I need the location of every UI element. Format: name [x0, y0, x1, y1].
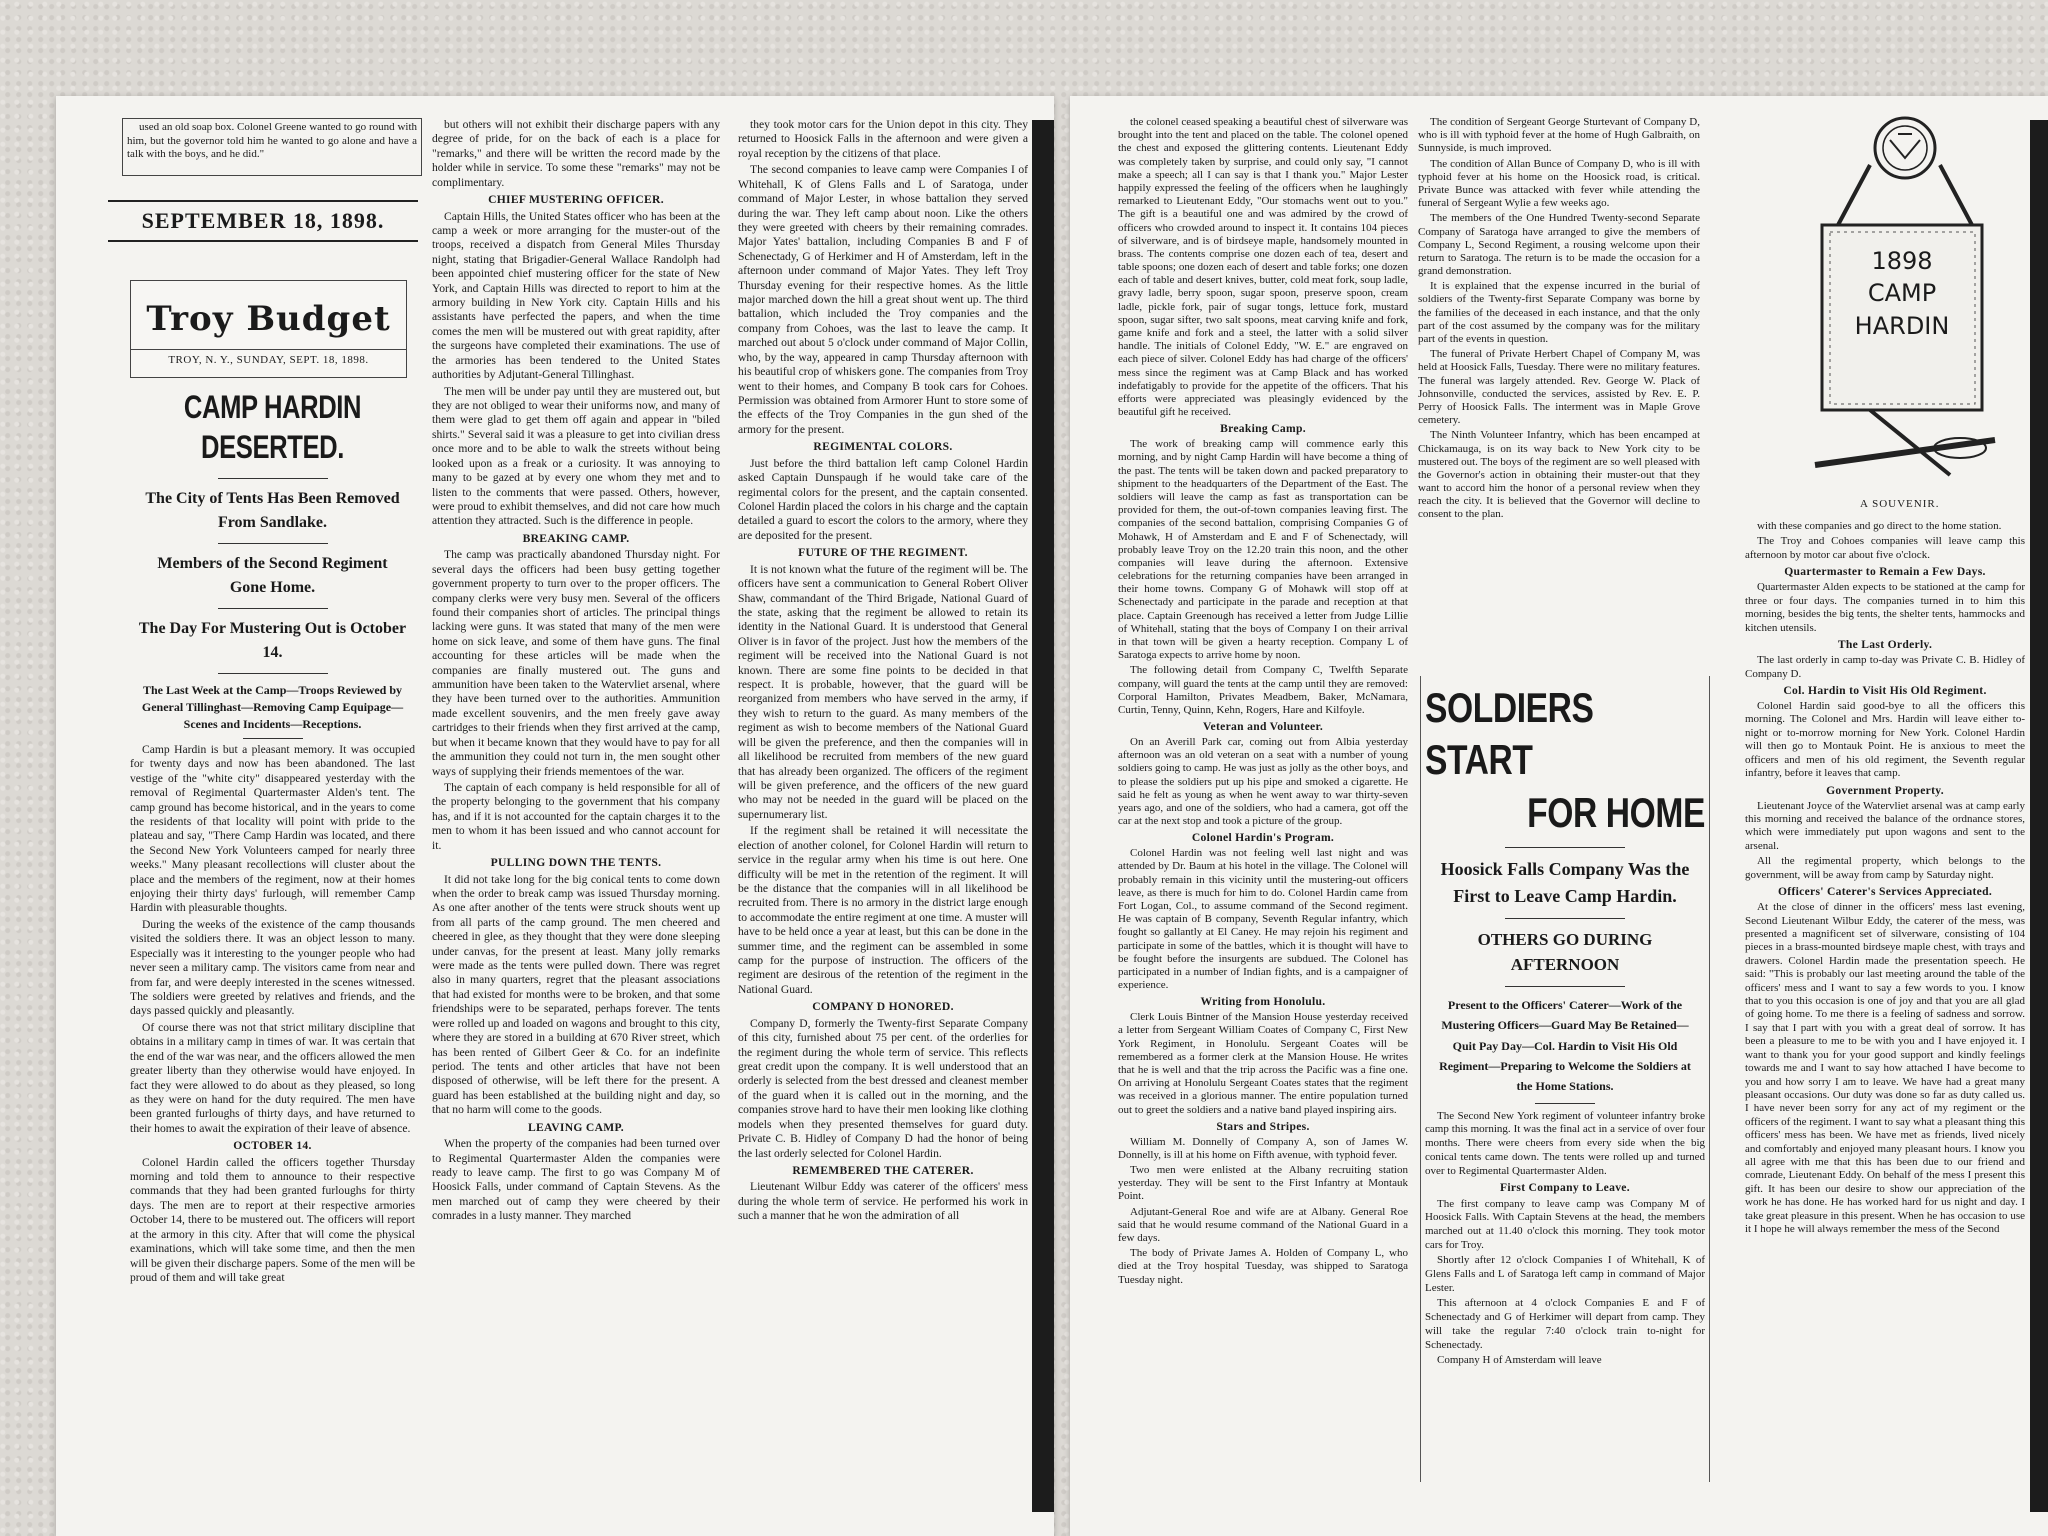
- article-paragraph: Quartermaster Alden expects to be stationed at the camp for three or four days. The companies turned in to him this morning, besides the big tents, the shelter tents, hammocks and kitchen utensils.: [1745, 581, 2025, 634]
- deck-others-go: OTHERS GO DURING AFTERNOON: [1477, 929, 1653, 975]
- article-paragraph: Shortly after 12 o'clock Companies I of Whitehall, K of Glens Falls and L of Saratoga left camp in command of Major Lester.: [1425, 1254, 1705, 1294]
- subhead-caterers-services: Officers' Caterer's Services Appreciated.: [1777, 885, 1993, 899]
- article-paragraph: but others will not exhibit their discharge papers with any degree of pride, for on the back of each is a place for "remarks," and there will be written the record made by the holder while in service. To some these "remarks" may not be complimentary.: [432, 118, 720, 189]
- rule: [243, 738, 303, 739]
- rule: [218, 543, 328, 544]
- souvenir-camp: CAMP: [1867, 279, 1937, 308]
- article-paragraph: Captain Hills, the United States officer who has been at the camp a week or more arranging for the muster-out of the troops, received a dispatch from General Miles Thursday night, stating that Brigadier-General Wallace Randolph had been appointed chief mustering officer for the state of New York, and Captain Hills was directed to report to him at the armory building in New York city. Captain Hills and his assistants have perfected the papers, and when the time comes the men will be mustered out with great rapidity, after the surgeons have completed their examinations. The use of the armories has been tendered to the United States authorities by Adjutant-General Tillinghast.: [432, 209, 720, 382]
- subhead-leaving-camp: LEAVING CAMP.: [527, 1120, 625, 1134]
- article-paragraph: Company H of Amsterdam will leave: [1437, 1354, 1602, 1367]
- article-paragraph: The first company to leave camp was Company M of Hoosick Falls. With Captain Stevens at the head, the members marched out at 11.40 o'clock this morning. They took motor cars for Troy.: [1425, 1197, 1705, 1251]
- article-paragraph: Lieutenant Wilbur Eddy was caterer of the officers' mess during the whole term of service. He performed his work in such a manner that he won the admiration of all: [738, 1180, 1028, 1223]
- article-paragraph: The following detail from Company C, Twelfth Separate company, will guard the tents at the camp until they are removed: Corporal Hamilton, Privates Meadbem, Baker, McNamara, Curtin, Tenny, Quinn, Kehn, Rogers, Hare and Kilfoyle.: [1118, 664, 1408, 716]
- article-paragraph: During the weeks of the existence of the camp thousands visited the soldiers there. It was an object lesson to many. Especially was it interesting to the younger people who had never seen a military camp. The visitors came from near and from far, and were deeply interested in the scenes witnessed. The soldiers were greeted by relatives and friends, and the days passed quickly and pleasantly.: [130, 917, 415, 1018]
- souvenir-caption: A SOUVENIR.: [1860, 498, 1940, 510]
- article-paragraph: It did not take long for the big conical tents to come down when the order to break camp was issued Thursday morning. As one after another of the tents were struck shouts went up from all parts of the camp ground. The men cheered and cheered in glee, as they thought that they were done sleeping under canvas, for the present at least. Many jolly remarks were made as the tents were pulled down. There was regret also in many quarters, regret that the pleasant associations that had existed for months were to be broken, and that some friendships were to be separated, perhaps forever. The tents were rolled up and loaded on wagons and brought to this city, where they are stored in a building at 670 River street, which has been rented of Gilbert Geer & Co. for an indefinite period. The tents and other articles that have not been disposed of otherwise, will be left there for the present. A guard has been established at the building night and day, so that no harm will come to the goods.: [432, 872, 720, 1117]
- deck-last-week: The Last Week at the Camp—Troops Reviewed by General Tillinghast—Removing Camp Equipage—Scenes and Incidents—Receptions.: [141, 682, 404, 732]
- subhead-col-hardin-visit: Col. Hardin to Visit His Old Regiment.: [1783, 683, 1987, 697]
- subhead-pulling-down-tents: PULLING DOWN THE TENTS.: [490, 856, 662, 870]
- col1-top-snippet: [122, 118, 422, 176]
- souvenir-illustration: [1810, 110, 2000, 410]
- article-paragraph: It is not known what the future of the regiment will be. The officers have sent a communication to General Robert Oliver Shaw, commandant of the Third Brigade, National Guard of the state, asking that the regiment be allowed to retain its identity in the National Guard. It is understood that General Oliver is in favor of the project. Just how the members of the regiment will be received into the National Guard is not known. There are some fine points to be decided in that respect. It is probable, however, that the guard will be reorganized from members who have served in the army, if they wish to return to the guard. As many members of the regiment as wish to become members of the National Guard will be given the preference, and then the companies will in all likelihood be recruited from members of the new guard that has already been organized. The officers of the regiment will be given preference, and the officers of the new guard who may not be needed in the guard will be placed on the supernumerary list.: [738, 562, 1028, 821]
- article-paragraph: Adjutant-General Roe and wife are at Albany. General Roe said that he would resume command of the National Guard in a few days.: [1118, 1205, 1408, 1244]
- masthead-subline: TROY, N. Y., SUNDAY, SEPT. 18, 1898.: [131, 349, 406, 366]
- deck-mustering-out: The Day For Mustering Out is October 14.: [138, 619, 407, 661]
- article-paragraph: On an Averill Park car, coming out from Albia yesterday afternoon was an old veteran on a seat with a number of young soldiers going to camp. He was just as jolly as the other boys, and to please the soldiers put up his pipe and smoked a cigarette. He said he felt as young as when he went away to war thirty-seven years ago, and one of the soldiers, who had a camera, got off the car at the next stop and took a picture of the group.: [1118, 736, 1408, 828]
- masthead-name: Troy Budget: [146, 299, 391, 339]
- article-paragraph: The condition of Sergeant George Sturtevant of Company D, who is ill with typhoid fever at the home of Hugh Galbraith, on Sunnyside, is much improved.: [1418, 116, 1700, 155]
- article-paragraph: Of course there was not that strict military discipline that obtains in a military camp in times of war. It was certain that the end of the war was near, and the officers allowed the men greater liberty than they otherwise would have enjoyed. In fact they were allowed to do about as they pleased, so long as they were on hand for the duty required. The men have been granted furloughs of thirty days, and have returned to their homes to await the expiration of their leave of absence.: [130, 1020, 415, 1135]
- article-paragraph: Clerk Louis Bintner of the Mansion House yesterday received a letter from Sergeant William Coates of Company C, First New York Regiment, in Honolulu. Sergeant Coates will be remembered as a former clerk at the Mansion House. He writes that he is well and that the trip across the Pacific was a fine one. On arriving at Honolulu Sergeant Coates states that the regiment was received in a glorious manner. The entire population turned out to greet the soldiers and a native band played inspiring airs.: [1118, 1011, 1408, 1116]
- column-2: [432, 118, 720, 1480]
- article-paragraph: The camp was practically abandoned Thursday night. For several days the officers had been busy getting together government property to turn over to the proper officers. The company clerks were very busy men. Several of the officers found their companies short of articles. The principal things lacking were guns. It was stated that many of the men were home on sick leave, and some of them have guns. The final accounting for these articles will be made when the companies are finally mustered out. The guns and ammunition have been taken to the Watervliet arsenal, where they have been turned over to the authorities. Ammunition made excellent souvenirs, and the men freely gave away cartridges to their friends when they first arrived at the camp, but when it became known that they would have to pay for all the ammunition they could not turn in, the men sought other ways of supplying their friends mementoes of the war.: [432, 548, 720, 778]
- article-paragraph: Colonel Hardin said good-bye to all the officers this morning. The Colonel and Mrs. Hardin will leave either to-night or to-morrow morning for New York. Colonel Hardin will then go to Montauk Point. He is anxious to meet the officers and men of his old regiment, the Seventh regular infantry, before it leaves that camp.: [1745, 700, 2025, 780]
- subhead-breaking-camp: BREAKING CAMP.: [522, 531, 630, 545]
- headline-soldiers-start: SOLDIERS START: [1425, 684, 1594, 784]
- article-paragraph: The condition of Allan Bunce of Company D, who is ill with typhoid fever at his home on the Hoosick road, is critical. Private Bunce was attacked with fever while attending the funeral of Sergeant Wylie a few weeks ago.: [1418, 157, 1700, 210]
- rule: [1505, 847, 1625, 848]
- subhead-veteran-and-volunteer: Veteran and Volunteer.: [1202, 720, 1324, 734]
- article-paragraph: The Ninth Volunteer Infantry, which has been encamped at Chickamauga, is on its way back to New York city to be mustered out. The boys of the regiment are so well pleased with the Governor's action in obtaining their muster-out that they want to accord him the honor of a personal review when they reach the city. It is believed that the Governor will decline to consent to the plan.: [1418, 429, 1700, 521]
- article-paragraph: When the property of the companies had been turned over to Regimental Quartermaster Alden the companies were ready to leave camp. The first to go was Company M of Hoosick Falls, under command of Captain Stevens. As the men marched out of camp they were cheered by their comrades in a lusty manner. They marched: [432, 1137, 720, 1223]
- column-5-soldiers-start: [1420, 676, 1710, 1482]
- article-paragraph: All the regimental property, which belongs to the government, will be away from camp by Saturday night.: [1745, 855, 2025, 881]
- sheet-shadow-edge: [2030, 120, 2048, 1512]
- article-paragraph: The members of the One Hundred Twenty-second Separate Company of Saratoga have arranged to give the members of Company L, Second Regiment, a rousing welcome upon their return to Saratoga. The return is to be made the occasion for a grand demonstration.: [1418, 212, 1700, 278]
- deck-hoosick-falls: Hoosick Falls Company Was the First to Leave Camp Hardin.: [1440, 858, 1690, 906]
- souvenir-year: 1898: [1871, 247, 1933, 275]
- column-1: [130, 380, 415, 1480]
- article-paragraph: If the regiment shall be retained it will necessitate the election of another colonel, for Colonel Hardin will return to service in the regular army when his time is out here. One difficulty will be met in the retention of the regiment. It will be the distance that the companies will in all likelihood be recruited from. There is no armory in the district large enough to accommodate the entire regiment at one time. A muster will have to be held once a year at least, but this can be done in the summer time, and the regiment can be assembled in some camp for the purpose of instruction. The officers of the regiment are desirous of the retention of the regiment in the National Guard.: [738, 824, 1028, 996]
- column-6: [1745, 520, 2025, 1482]
- article-paragraph: Camp Hardin is but a pleasant memory. It was occupied for twenty days and now has been abandoned. The last vestige of the "white city" disappeared yesterday with the removal of Regimental Quartermaster Alden's tent. The camp ground has become historical, and in the years to come the residents of that locality will point with pride to the plateau and say, "There Camp Hardin was located, and there the Second New York Volunteers camped for nearly three weeks." Many pleasant recollections will cluster about the place and the members of the regiment, now at their homes enjoying their thirty days' furlough, will remember Camp Hardin with pleasurable thoughts.: [130, 742, 415, 915]
- column-3: [738, 118, 1028, 1480]
- subhead-government-property: Government Property.: [1826, 783, 1944, 797]
- subhead-future-of-regiment: FUTURE OF THE REGIMENT.: [798, 546, 968, 560]
- souvenir-hardin: HARDIN: [1854, 311, 1950, 340]
- subhead-colonel-hardins-program: Colonel Hardin's Program.: [1191, 831, 1335, 845]
- article-paragraph: The Second New York regiment of volunteer infantry broke camp this morning. It was the final act in a service of over four months. There were cheers from every side when the big conical tents came down. The tents were rolled up and turned over to Regimental Quartermaster Alden.: [1425, 1109, 1705, 1177]
- subhead-first-company: First Company to Leave.: [1500, 1181, 1630, 1195]
- subhead-breaking-camp-2: Breaking Camp.: [1220, 422, 1306, 436]
- article-paragraph: The last orderly in camp to-day was Private C. B. Hidley of Company D.: [1745, 654, 2025, 680]
- article-paragraph: the colonel ceased speaking a beautiful chest of silverware was brought into the tent and placed on the table. The colonel opened the chest and exposed the glittering contents. Lieutenant Eddy was completely taken by surprise, and could only say, "I cannot make a speech; all I can say is that I thank you." Major Lester happily expressed the feeling of the officers when he laughingly remarked to Lieutenant Eddy, "Our stomachs went out to you." The gift is a beautiful one and was admired by the crowd of officers who crowded around to inspect it. It contains 104 pieces of silverware, and is of birdseye maple, handsomely mounted in brass. The contents comprise one dozen each of tea, desert and table spoons; one dozen each of desert and table forks; one dozen each of table and desert knives, butter, cold meat fork, soup ladle, gravy ladle, berry spoon, sugar spoon, preserve spoon, cream ladle, pickle fork, pair of sugar tongs, lettuce fork, mustard spoon, sugar sifter, two salt spoons, meat carving knife and fork, game knife and fork and a steel, the latter with a solid silver handle. The initials of Colonel Eddy, "W. E." are engraved on each piece of silver. Colonel Eddy has had charge of the officers' mess since the regiment was at Camp Black and has worked indefatigably to provide for the appetite of the officers. That his efforts were appreciated was pleasingly evidenced by the beautiful gift he received.: [1118, 116, 1408, 419]
- subhead-writing-from-honolulu: Writing from Honolulu.: [1200, 995, 1326, 1009]
- article-paragraph: The Troy and Cohoes companies will leave camp this afternoon by motor car about five o'clock.: [1745, 535, 2025, 561]
- article-paragraph: This afternoon at 4 o'clock Companies E and F of Schenectady and G of Herkimer will depart from camp. They will take the regular 7:40 o'clock train to-night for Schenectady.: [1425, 1297, 1705, 1351]
- article-paragraph: Colonel Hardin was not feeling well last night and was attended by Dr. Baum at his hotel in the village. The Colonel will probably remain in this vicinity until the mustering-out officers leave, as there is much for him to do. Colonel Hardin came from Fort Logan, Col., to assume command of the Second regiment. He was captain of B company, Seventh Regular infantry, which fought so gallantly at El Caney. He may rejoin his regiment and participate in some of the battles, which it is thought will have to be fought before the insurgents are subdued. The Colonel has participated in a number of Indian fights, and is a campaigner of experience.: [1118, 847, 1408, 992]
- souvenir-text: [1822, 245, 1982, 342]
- article-paragraph: Company D, formerly the Twenty-first Separate Company of this city, furnished about 75 per cent. of the orderlies for the regiment during the whole term of service. This reflects great credit upon the company. It is well understood that an orderly is selected from the best dressed and cleanest member of the guard when it is called out in the morning, and the companies strove hard to have their men looking like clothing models when they presented themselves for guard duty. Private C. B. Hidley of Company D had the honor of being the last orderly selected for Colonel Hardin.: [738, 1016, 1028, 1160]
- date-line: SEPTEMBER 18, 1898.: [108, 200, 418, 242]
- article-paragraph: At the close of dinner in the officers' mess last evening, Second Lieutenant Wilbur Eddy, the caterer of the mess, was presented a magnificent set of silverware, consisting of 104 pieces in a brass-mounted birdseye maple chest, with trays and drawers. Colonel Hardin made the presentation speech. He said: "This is probably our last meeting around the table of the officers' mess and I want to say a few words to you. I know that to you this occasion is one of joy and that you are all glad of going home. To me there is a feeling of sadness and sorrow. I say that I part with you with a great deal of sorrow. It has been a pleasure to me to be with you and I have enjoyed it. I want to thank you for your good support and kindly feelings towards me and I want to say how attached I have become to you and how sorry I am to leave. We have had a great many pleasant occasions. Our duty was done so far as duty called us. I have never been sorry for any act of my regiment or the officers of the regiment. I want to say what a pleasant thing this officers' mess has been. We have met as friends, lived nicely and comfortably and enjoyed many pleasant hours. I know you all agree with me that this has been due to our friend and comrade, Lieutenant Eddy. On behalf of the mess I present this gift. It has been our desire to show our appreciation of the work he has done. He has worked hard for us night and day. I take great pleasure in this present. When he has occasion to use it I hope he will always remember the mess of the Second: [1745, 901, 2025, 1235]
- headline-camp-hardin-deserted: CAMP HARDIN DESERTED.: [183, 389, 362, 465]
- deck-city-of-tents: The City of Tents Has Been Removed From Sandlake.: [145, 489, 400, 531]
- subhead-october-14: OCTOBER 14.: [233, 1139, 312, 1153]
- subhead-quartermaster: Quartermaster to Remain a Few Days.: [1784, 565, 1986, 579]
- sheet-shadow-edge: [1032, 120, 1054, 1512]
- article-paragraph: Two men were enlisted at the Albany recruiting station yesterday. They will be sent to the First Infantry at Montauk Point.: [1118, 1164, 1408, 1203]
- article-paragraph: William M. Donnelly of Company A, son of James W. Donnelly, is ill at his home on Fifth avenue, with typhoid fever.: [1118, 1135, 1408, 1161]
- headline-for-home: FOR HOME: [1527, 788, 1705, 836]
- article-paragraph: Colonel Hardin called the officers together Thursday morning and told them to announce to their respective commands that they had been granted furloughs for thirty days. The men are to report at their respective armories October 14, there to be mustered out. The officers will report at the armory in this city. After that will come the physical examinations, which will take some time, and then the men will be given their discharge papers. Some of the men will be proud of them and will take great: [130, 1155, 415, 1285]
- rule: [1505, 918, 1625, 919]
- subhead-remembered-caterer: REMEMBERED THE CATERER.: [792, 1163, 974, 1177]
- article-paragraph: Just before the third battalion left camp Colonel Hardin asked Captain Dunspaugh if he would take care of the regimental colors for the present, and the captain consented. Colonel Hardin placed the colors in his charge and the captain detailed a guard to escort the colors to the armory, where they are deposited for the present.: [738, 456, 1028, 542]
- deck-second-regiment: Members of the Second Regiment Gone Home.: [157, 554, 388, 596]
- article-paragraph: The body of Private James A. Holden of Company L, who died at the Troy hospital Tuesday, was shipped to Saratoga Tuesday night.: [1118, 1247, 1408, 1286]
- subhead-regimental-colors: REGIMENTAL COLORS.: [813, 440, 953, 454]
- rule: [1535, 1103, 1595, 1104]
- deck-present-to-caterer: Present to the Officers' Caterer—Work of the Mustering Officers—Guard May Be Retained—Quit Pay Day—Col. Hardin to Visit His Old Regiment—Preparing to Welcome the Soldiers at the Home Stations.: [1439, 997, 1691, 1094]
- article-paragraph: they took motor cars for the Union depot in this city. They returned to Hoosick Falls in the afternoon and were given a royal reception by the citizens of that place.: [738, 118, 1028, 160]
- rule: [218, 478, 328, 479]
- article-paragraph: The work of breaking camp will commence early this morning, and by night Camp Hardin will have become a thing of the past. The tents will be taken down and packed preparatory to shipment to the headquarters of the Department of the East. The soldiers will leave the camp as fast as transportation can be provided for them, the out-of-town companies leaving first. The companies of the second battalion, comprising Companies G of Mohawk, H of Amsterdam and E and F of Schenectady, will probably leave Troy on the 12.20 train this noon, and the other companies will leave during the afternoon. Extensive celebrations for the returning companies have been arranged in their home towns. Company G of Mohawk will stop off at Schenectady and participate in the parade and reception at that place. Captain Greenough has received a letter from Judge Lillie of Whitehall, stating that the boys of Company I on their arrival in that town will be given a hearty reception. Company L of Saratoga expects to arrive home by noon.: [1118, 438, 1408, 662]
- article-paragraph: The men will be under pay until they are mustered out, but they are not obliged to wear their uniforms now, and many of them were glad to get them off again and appear in "biled shirts." Several said it was a pleasure to get into civilian dress once more and to be able to walk the streets without being looked upon as a freak or a curiosity. It was annoying to many to be gazed at by every one whom they met and to listen to the comments that were passed. Others, however, were proud to exhibit themselves, and did not care how much attention they attracted. Such is the difference in people.: [432, 384, 720, 528]
- subhead-company-d-honored: COMPANY D HONORED.: [812, 1000, 954, 1014]
- masthead: [130, 280, 407, 378]
- article-paragraph: The funeral of Private Herbert Chapel of Company M, was held at Hoosick Falls, Tuesday. There were no military features. The funeral was largely attended. Rev. George W. Plack of Johnsonville, conducted the services, assisted by Rev. E. P. Perry of Hoosick Falls. The interment was in Maple Grove cemetery.: [1418, 348, 1700, 427]
- rule: [1505, 986, 1625, 987]
- article-paragraph: Lieutenant Joyce of the Watervliet arsenal was at camp early this morning and received the balance of the ordnance stores, which were immediately put upon wagons and sent to the arsenal.: [1745, 799, 2025, 852]
- column-4: [1118, 116, 1408, 1482]
- subhead-stars-and-stripes: Stars and Stripes.: [1216, 1119, 1310, 1133]
- rule: [218, 608, 328, 609]
- col1-top-text: used an old soap box. Colonel Greene wanted to go round with him, but the governor told him he wanted to go alone and have a talk with the boys, and he did.": [127, 121, 417, 161]
- subhead-last-orderly: The Last Orderly.: [1837, 637, 1933, 651]
- column-5-top: [1418, 116, 1700, 676]
- article-paragraph: It is explained that the expense incurred in the burial of soldiers of the Twenty-first Separate Company was borne by the families of the deceased in each instance, and that the only part of the cost assumed by the company was for the military part of the events in question.: [1418, 280, 1700, 345]
- subhead-chief-mustering-officer: CHIEF MUSTERING OFFICER.: [488, 193, 664, 207]
- article-paragraph: The second companies to leave camp were Companies I of Whitehall, K of Glens Falls and L of Saratoga, under command of Major Lester, in whose battalion they served during the war. They left camp about noon. Like the others they were greeted with cheers by their remaining comrades. Major Yates' battalion, including Companies B and F of Schenectady, G of Herkimer and H of Amsterdam, left in the afternoon under command of Major Yates. They left Troy Thursday evening for their respective homes. As the little major marched down the hill a great shout went up. The third battalion, which included the Troy companies and the company from Cohoes, was the last to leave the camp. It marched out about 5 o'clock under command of Major Collin, who, by the way, appeared in camp Thursday afternoon with his beautiful crop of whiskers gone. The companies from Troy went to their homes, and Company B took cars for Cohoes. Permission was obtained from Armorer Hunt to store some of the effects of the Troy Companies in the gun shed of the armory for the present.: [738, 163, 1028, 436]
- rule: [218, 673, 328, 674]
- article-paragraph: with these companies and go direct to the home station.: [1757, 520, 2002, 532]
- article-paragraph: The captain of each company is held responsible for all of the property belonging to the government that his company has, and if it is not accounted for the captain charges it to the men to whom it has been issued and who cannot account for it.: [432, 780, 720, 852]
